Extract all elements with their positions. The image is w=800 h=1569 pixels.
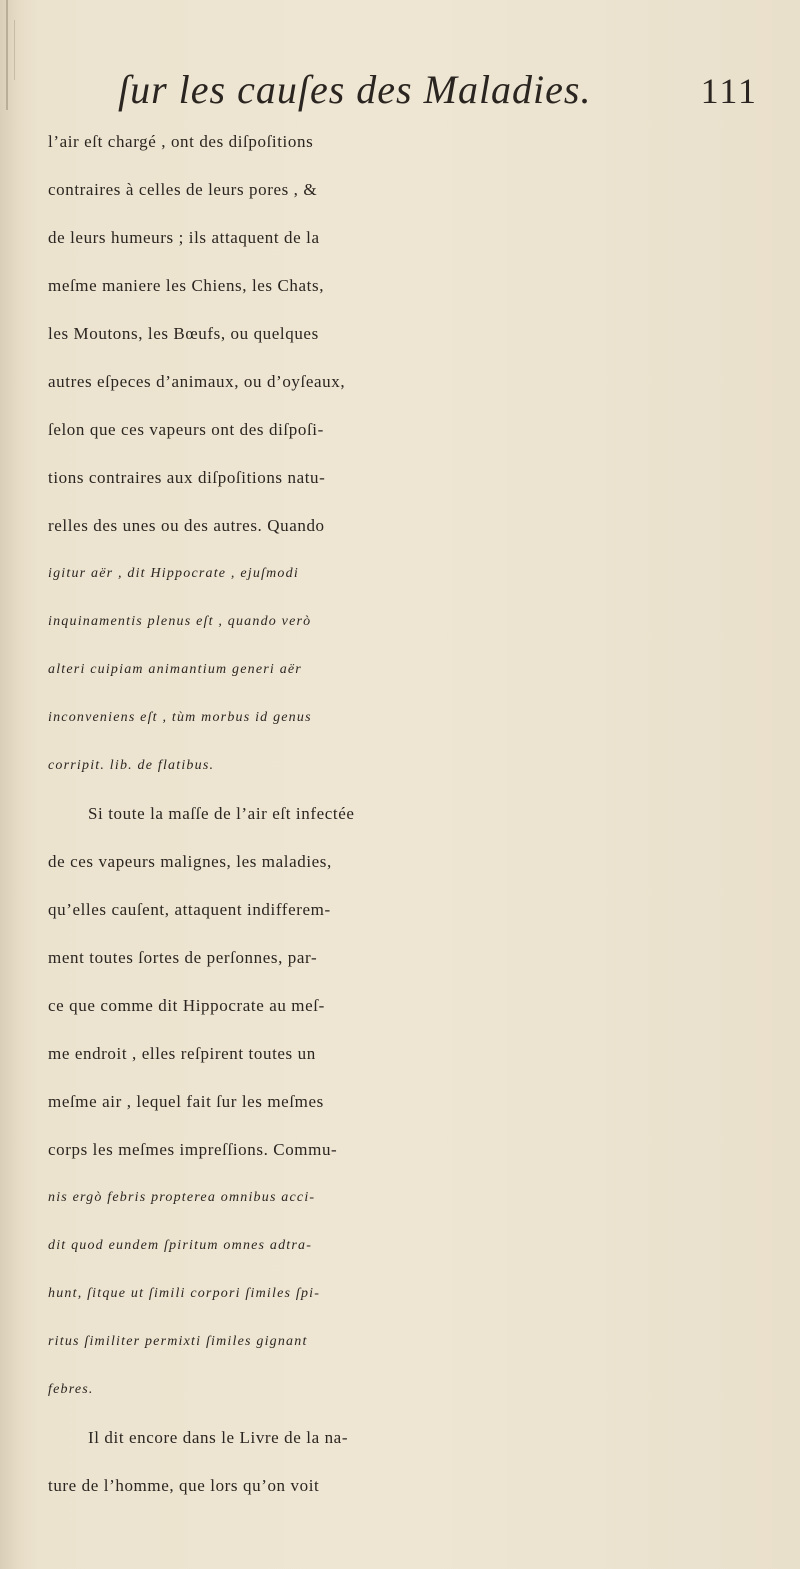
text-line: Si toute la maſſe de l’air eſt infectée <box>88 804 355 823</box>
text-line: corripit. lib. de flatibus. <box>48 758 215 773</box>
text-line: contraires à celles de leurs pores , & <box>48 180 318 199</box>
text-line: febres. <box>48 1382 94 1397</box>
text-line: hunt, ſitque ut ſimili corpori ſimiles ſpi- <box>48 1286 321 1301</box>
running-title: ſur les cauſes des Maladies. <box>118 67 592 112</box>
text-line: alteri cuipiam animantium generi aër <box>48 662 302 677</box>
gutter-shadow-faint <box>14 20 15 80</box>
text-line: les Moutons, les Bœufs, ou quelques <box>48 324 319 343</box>
text-line: inquinamentis plenus eſt , quando verò <box>48 614 312 629</box>
text-line: ſelon que ces vapeurs ont des diſpoſi- <box>48 420 324 439</box>
text-line: qu’elles cauſent, attaquent indifferem- <box>48 900 331 919</box>
page-header <box>118 66 758 116</box>
text-line: meſme maniere les Chiens, les Chats, <box>48 276 325 295</box>
text-line: me endroit , elles reſpirent toutes un <box>48 1044 316 1063</box>
text-line: ture de l’homme, que lors qu’on voit <box>48 1476 320 1495</box>
text-line: de leurs humeurs ; ils attaquent de la <box>48 228 320 247</box>
text-line: autres eſpeces d’animaux, ou d’oyſeaux, <box>48 372 346 391</box>
text-line: dit quod eundem ſpiritum omnes adtra- <box>48 1238 313 1253</box>
text-line: relles des unes ou des autres. Quando <box>48 516 325 535</box>
text-line: inconveniens eſt , tùm morbus id genus <box>48 710 312 725</box>
text-line: igitur aër , dit Hippocrate , ejuſmodi <box>48 566 299 581</box>
text-line: Il dit encore dans le Livre de la na- <box>88 1428 349 1447</box>
body-text <box>48 118 788 1510</box>
text-line: corps les meſmes impreſſions. Commu- <box>48 1140 338 1159</box>
text-line: ce que comme dit Hippocrate au meſ- <box>48 996 325 1015</box>
gutter-shadow <box>6 0 8 110</box>
text-line: meſme air , lequel fait ſur les meſmes <box>48 1092 324 1111</box>
text-line: ritus ſimiliter permixti ſimiles gignant <box>48 1334 308 1349</box>
text-line: tions contraires aux diſpoſitions natu- <box>48 468 326 487</box>
text-line: de ces vapeurs malignes, les maladies, <box>48 852 332 871</box>
text-line: nis ergò febris propterea omnibus acci- <box>48 1190 316 1205</box>
text-line: ment toutes ſortes de perſonnes, par- <box>48 948 318 967</box>
text-line: l’air eſt chargé , ont des diſpoſitions <box>48 132 314 151</box>
page-number: 111 <box>700 71 758 111</box>
